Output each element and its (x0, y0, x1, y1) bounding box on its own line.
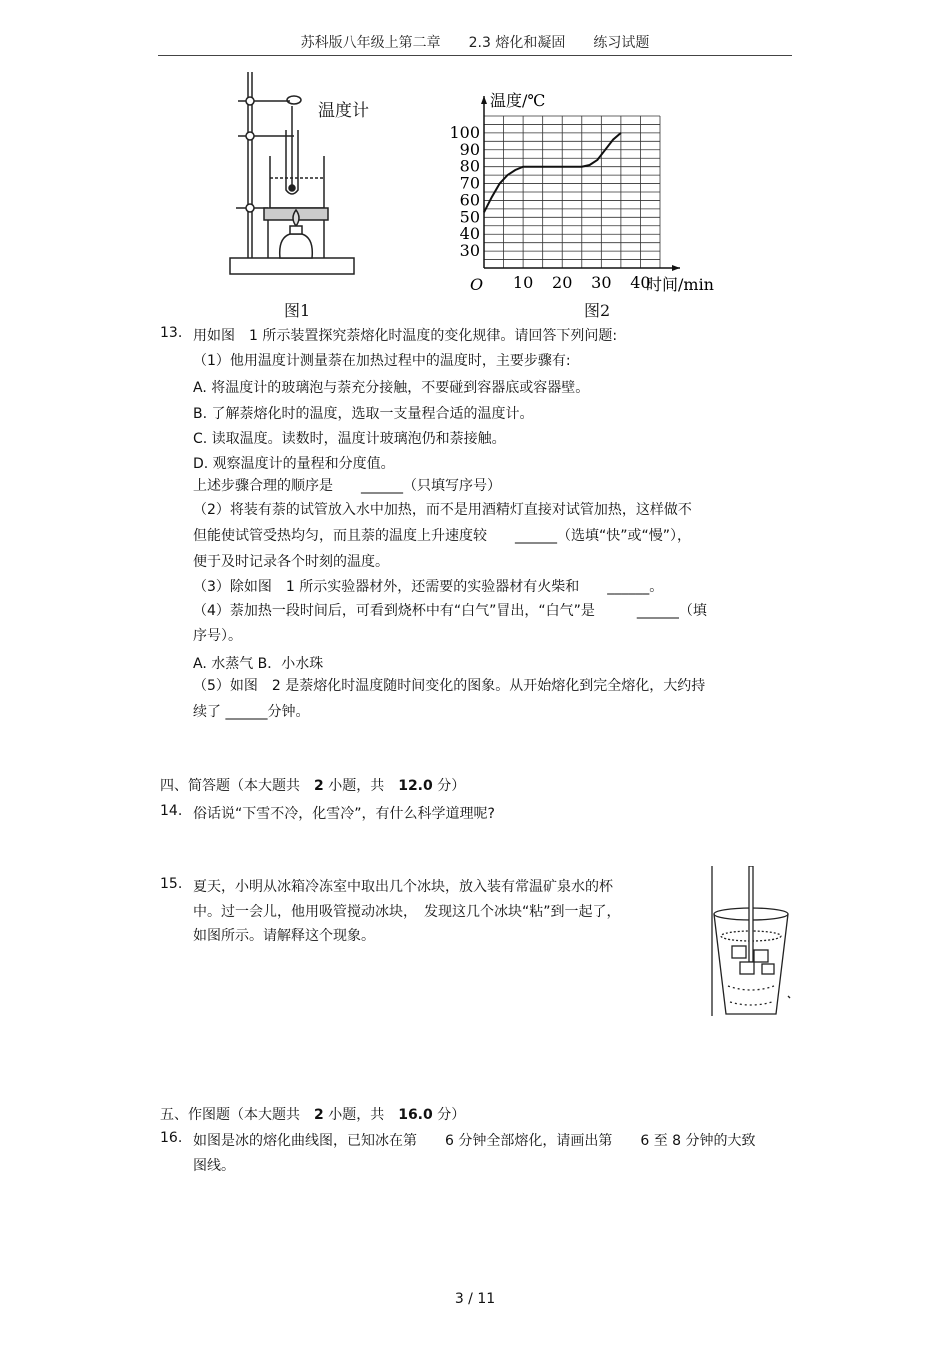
q16-number: 16. (160, 1130, 183, 1146)
q13-part5-line1: （5）如图 2 是萘熔化时温度随时间变化的图象。从开始熔化到完全熔化，大约持 (193, 678, 706, 694)
chart-y-tick-label: 60 (459, 190, 480, 210)
q13-part2-line2: 但能使试管受热均匀，而且萘的温度上升速度较 ______（选填“快”或“慢”）， (193, 528, 692, 544)
chart-x-tick-label: 20 (552, 273, 573, 292)
figure2-chart (448, 84, 748, 300)
q13-part5-line2: 续了 ______分钟。 (193, 704, 310, 720)
cup-with-ice-figure (706, 866, 796, 1022)
chart-y-tick-label: 80 (459, 156, 480, 176)
q15-line3: 如图所示。请解释这个现象。 (193, 928, 375, 944)
section5-title: 五、作图题（本大题共 2 小题，共 16.0 分） (160, 1107, 466, 1123)
chart-x-tick-label: 10 (512, 273, 534, 292)
q13-stem: 用如图 1 所示装置探究萘熔化时温度的变化规律。请回答下列问题: (193, 328, 618, 344)
q14-number: 14. (160, 803, 183, 819)
q13-option-b: B. 了解萘熔化时的温度，选取一支量程合适的温度计。 (193, 406, 534, 422)
q15-line1: 夏天，小明从冰箱冷冻室中取出几个冰块，放入装有常温矿泉水的杯 (193, 879, 613, 895)
thermometer-label: 温度计 (318, 101, 369, 121)
q14-text: 俗话说“下雪不冷，化雪冷”，有什么科学道理呢? (193, 806, 495, 822)
q13-part2-line1: （2）将装有萘的试管放入水中加热，而不是用酒精灯直接对试管加热，这样做不 (193, 502, 692, 518)
chart-grid (484, 116, 660, 268)
q13-number: 13. (160, 325, 183, 341)
q16-line1: 如图是冰的熔化曲线图，已知冰在第 6 分钟全部熔化，请画出第 6 至 8 分钟的大致 (193, 1133, 756, 1149)
figure1-apparatus (228, 68, 398, 318)
page-header: 苏科版八年级上第二章 2.3 熔化和凝固 练习试题 (300, 35, 650, 51)
q13-part4-options: A. 水蒸气 B．小水珠 (193, 656, 324, 672)
chart-y-tick-label: 50 (459, 207, 480, 227)
chart-y-tick-label: 90 (459, 139, 480, 159)
chart-y-axis-label: 温度/℃ (490, 91, 546, 110)
q13-part1: （1）他用温度计测量萘在加热过程中的温度时，主要步骤有: (193, 353, 571, 369)
chart-x-tick-label: 30 (591, 273, 612, 292)
chart-origin-label: O (470, 275, 484, 294)
q13-part4-line1: （4）萘加热一段时间后，可看到烧杯中有“白气”冒出，“白气”是 ______（填 (193, 603, 707, 619)
q13-option-a: A. 将温度计的玻璃泡与萘充分接触，不要碰到容器底或容器壁。 (193, 380, 590, 396)
q13-part2-line3: 便于及时记录各个时刻的温度。 (193, 554, 389, 570)
chart-y-tick-label: 30 (459, 241, 480, 261)
q13-option-d: D. 观察温度计的量程和分度值。 (193, 456, 395, 472)
q15-line2: 中。过一会儿，他用吸管搅动冰块， 发现这几个冰块“粘”到一起了， (193, 904, 621, 920)
figure2-caption: 图2 (584, 301, 611, 320)
chart-y-tick-label: 100 (449, 122, 480, 142)
chart-y-tick-label: 40 (459, 224, 480, 244)
header-rule (158, 55, 792, 56)
q13-part4-line2: 序号）。 (193, 628, 242, 644)
q16-line2: 图线。 (193, 1158, 235, 1174)
chart-x-tick-label: 40 (630, 273, 651, 292)
section4-title: 四、简答题（本大题共 2 小题，共 12.0 分） (160, 778, 466, 794)
q13-order-blank: 上述步骤合理的顺序是 ______（只填写序号） (193, 478, 501, 494)
chart-x-axis-label: 时间/min (646, 275, 714, 294)
figure1-caption: 图1 (284, 301, 311, 320)
chart-y-arrow (481, 96, 487, 104)
page-number: 3 / 11 (454, 1291, 496, 1307)
q13-part3: （3）除如图 1 所示实验器材外，还需要的实验器材有火柴和 ______。 (193, 579, 664, 595)
q13-option-c: C. 读取温度。读数时，温度计玻璃泡仍和萘接触。 (193, 431, 506, 447)
chart-x-arrow (672, 265, 680, 271)
chart-y-tick-label: 70 (459, 173, 480, 193)
q15-number: 15. (160, 876, 183, 892)
